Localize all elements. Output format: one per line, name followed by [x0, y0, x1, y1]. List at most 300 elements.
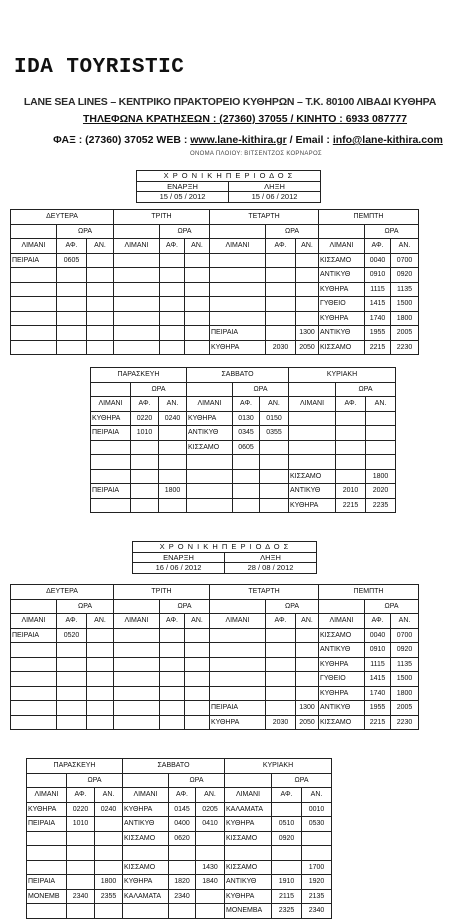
arrival-header: ΑΦ.	[365, 614, 391, 629]
port-cell	[187, 498, 233, 513]
arrival-header: ΑΦ.	[266, 239, 296, 254]
port-cell: ΑΝΤΙΚΥΘ	[319, 643, 365, 658]
port-cell	[187, 469, 233, 484]
port-cell	[11, 715, 57, 730]
phones-line	[30, 113, 460, 125]
port-cell: ΚΙΣΣΑΜΟ	[225, 831, 272, 846]
arrival-time	[266, 672, 296, 687]
arrival-time	[57, 643, 87, 658]
departure-time: 0920	[391, 643, 419, 658]
departure-time	[296, 643, 319, 658]
departure-time	[302, 846, 332, 861]
end-date: 15 / 06 / 2012	[229, 192, 321, 203]
port-cell	[289, 411, 336, 426]
port-cell: ΚΑΛΑΜΑΤΑ	[225, 802, 272, 817]
ora-header: ΩΡΑ	[233, 382, 289, 397]
arrival-time	[272, 860, 302, 875]
arrival-time: 1820	[169, 875, 196, 890]
departure-time	[185, 672, 210, 687]
ora-header: ΩΡΑ	[266, 599, 319, 614]
departure-time: 2340	[302, 904, 332, 919]
departure-time: 2020	[366, 484, 396, 499]
arrival-time	[169, 846, 196, 861]
departure-time: 0530	[302, 817, 332, 832]
port-header: ΛΙΜΑΝΙ	[114, 239, 160, 254]
port-cell	[210, 657, 266, 672]
arrival-header: ΑΦ.	[160, 239, 185, 254]
port-cell	[11, 643, 57, 658]
port-cell	[114, 715, 160, 730]
departure-time	[366, 426, 396, 441]
arrival-time	[57, 701, 87, 716]
port-cell	[114, 268, 160, 283]
ora-header: ΩΡΑ	[272, 773, 332, 788]
period-header-1	[136, 170, 321, 203]
arrival-time: 0220	[67, 802, 95, 817]
week-mon-thu-table-1	[10, 209, 419, 355]
departure-time: 1800	[391, 311, 419, 326]
arrival-time	[160, 715, 185, 730]
port-cell: ΚΥΘΗΡΑ	[319, 657, 365, 672]
arrival-time	[336, 426, 366, 441]
arrival-time: 2340	[169, 889, 196, 904]
departure-time: 1500	[391, 297, 419, 312]
schedule-row	[27, 817, 332, 832]
arrival-header: ΑΦ.	[169, 788, 196, 803]
contact-line	[36, 134, 460, 146]
start-label: ΕΝΑΡΞΗ	[137, 181, 229, 192]
port-cell: ΚΥΘΗΡΑ	[319, 311, 365, 326]
port-cell	[11, 701, 57, 716]
arrival-time	[160, 672, 185, 687]
departure-time	[159, 440, 187, 455]
port-cell	[225, 846, 272, 861]
port-header: ΛΙΜΑΝΙ	[187, 397, 233, 412]
arrival-time: 2115	[272, 889, 302, 904]
port-cell	[114, 340, 160, 355]
port-cell	[27, 860, 67, 875]
arrival-time	[57, 340, 87, 355]
schedule-row	[11, 686, 419, 701]
arrival-time	[266, 643, 296, 658]
port-cell	[91, 455, 131, 470]
port-cell: ΚΙΣΣΑΜΟ	[319, 340, 365, 355]
end-date: 28 / 08 / 2012	[225, 563, 317, 574]
arrival-time	[57, 657, 87, 672]
port-cell: ΠΕΙΡΑΙΑ	[27, 875, 67, 890]
schedule-row	[11, 268, 419, 283]
arrival-time	[272, 802, 302, 817]
arrival-time: 1955	[365, 326, 391, 341]
departure-time	[260, 469, 289, 484]
departure-time	[95, 817, 123, 832]
departure-time: 1800	[95, 875, 123, 890]
port-cell	[289, 426, 336, 441]
departure-time: 1300	[296, 701, 319, 716]
port-header: ΛΙΜΑΝΙ	[319, 614, 365, 629]
port-spacer	[123, 773, 169, 788]
port-cell	[91, 440, 131, 455]
arrival-time	[266, 628, 296, 643]
day-header: ΚΥΡΙΑΚΗ	[225, 759, 332, 774]
port-cell: ΚΙΣΣΑΜΟ	[319, 715, 365, 730]
departure-time: 2135	[302, 889, 332, 904]
schedule-row	[91, 455, 396, 470]
arrival-time	[57, 686, 87, 701]
schedule-row	[11, 715, 419, 730]
port-cell: ΚΙΣΣΑΜΟ	[319, 253, 365, 268]
ora-header: ΩΡΑ	[336, 382, 396, 397]
port-cell	[114, 297, 160, 312]
port-cell: ΚΥΘΗΡΑ	[123, 802, 169, 817]
ora-header: ΩΡΑ	[365, 224, 419, 239]
port-cell: ΚΥΘΗΡΑ	[91, 411, 131, 426]
departure-time	[95, 831, 123, 846]
departure-time: 2355	[95, 889, 123, 904]
arrival-time	[160, 268, 185, 283]
schedule-row	[11, 282, 419, 297]
departure-time	[87, 672, 114, 687]
arrival-time	[266, 657, 296, 672]
port-cell: ΚΥΘΗΡΑ	[187, 411, 233, 426]
arrival-time	[67, 875, 95, 890]
arrival-time	[160, 657, 185, 672]
port-cell	[210, 643, 266, 658]
schedule-row	[27, 831, 332, 846]
arrival-time	[336, 455, 366, 470]
period-header-2	[132, 541, 317, 574]
departure-time	[87, 643, 114, 658]
arrival-time: 0130	[233, 411, 260, 426]
departure-time: 0700	[391, 628, 419, 643]
port-cell: ΚΥΘΗΡΑ	[319, 282, 365, 297]
departure-time	[366, 411, 396, 426]
arrival-time: 2010	[336, 484, 366, 499]
day-header: ΠΕΜΠΤΗ	[319, 585, 419, 600]
departure-time: 1135	[391, 282, 419, 297]
schedule-row	[91, 440, 396, 455]
departure-time	[185, 297, 210, 312]
departure-time: 2230	[391, 340, 419, 355]
port-cell: ΑΝΤΙΚΥΘ	[187, 426, 233, 441]
port-cell	[210, 282, 266, 297]
period-title: Χ Ρ Ο Ν Ι Κ Η Π Ε Ρ Ι Ο Δ Ο Σ	[133, 542, 317, 553]
arrival-time: 1740	[365, 311, 391, 326]
schedule-row	[91, 426, 396, 441]
port-cell: ΚΥΘΗΡΑ	[210, 715, 266, 730]
port-cell	[289, 440, 336, 455]
arrival-time	[266, 311, 296, 326]
schedule-row	[11, 311, 419, 326]
departure-time	[185, 253, 210, 268]
fax-text: ΦΑΞ : (27360) 37052 WEB :	[53, 134, 191, 146]
arrival-time: 0510	[272, 817, 302, 832]
arrival-header: ΑΦ.	[336, 397, 366, 412]
departure-time	[87, 715, 114, 730]
departure-time: 0920	[391, 268, 419, 283]
arrival-time: 0605	[57, 253, 87, 268]
port-cell: ΑΝΤΙΚΥΘ	[319, 326, 365, 341]
port-header: ΛΙΜΑΝΙ	[210, 614, 266, 629]
port-spacer	[114, 224, 160, 239]
arrival-time	[266, 282, 296, 297]
departure-header: ΑΝ.	[196, 788, 225, 803]
arrival-header: ΑΦ.	[160, 614, 185, 629]
arrival-time	[336, 469, 366, 484]
departure-time	[260, 498, 289, 513]
port-cell	[114, 686, 160, 701]
arrival-time: 0220	[131, 411, 159, 426]
port-cell: ΚΙΣΣΑΜΟ	[123, 831, 169, 846]
departure-time: 0240	[95, 802, 123, 817]
day-header: ΣΑΒΒΑΤΟ	[187, 368, 289, 383]
arrival-time	[233, 484, 260, 499]
arrival-time: 2030	[266, 340, 296, 355]
departure-header: ΑΝ.	[296, 614, 319, 629]
day-header: ΤΡΙΤΗ	[114, 210, 210, 225]
ora-header: ΩΡΑ	[57, 224, 114, 239]
departure-time	[296, 311, 319, 326]
port-cell: ΠΕΙΡΑΙΑ	[91, 426, 131, 441]
port-cell	[210, 297, 266, 312]
departure-time	[87, 253, 114, 268]
departure-time	[185, 701, 210, 716]
arrival-header: ΑΦ.	[131, 397, 159, 412]
departure-header: ΑΝ.	[159, 397, 187, 412]
web-link[interactable]: www.lane-kithira.gr	[190, 134, 287, 146]
arrival-time	[160, 297, 185, 312]
departure-time	[185, 326, 210, 341]
period-title: Χ Ρ Ο Ν Ι Κ Η Π Ε Ρ Ι Ο Δ Ο Σ	[137, 171, 321, 182]
arrival-time: 0145	[169, 802, 196, 817]
week-fri-sun-table-2	[26, 758, 332, 919]
arrival-time	[67, 846, 95, 861]
departure-time: 2050	[296, 340, 319, 355]
departure-time: 0700	[391, 253, 419, 268]
arrival-header: ΑΦ.	[272, 788, 302, 803]
port-header: ΛΙΜΑΝΙ	[123, 788, 169, 803]
departure-time: 1135	[391, 657, 419, 672]
departure-header: ΑΝ.	[260, 397, 289, 412]
port-cell	[210, 268, 266, 283]
arrival-time	[57, 715, 87, 730]
departure-time	[159, 498, 187, 513]
departure-time	[296, 253, 319, 268]
departure-time	[302, 831, 332, 846]
start-date: 15 / 05 / 2012	[137, 192, 229, 203]
port-cell	[210, 311, 266, 326]
port-cell: ΚΙΣΣΑΜΟ	[289, 469, 336, 484]
schedule-row	[11, 701, 419, 716]
port-cell	[114, 282, 160, 297]
day-header: ΤΕΤΑΡΤΗ	[210, 585, 319, 600]
week-fri-sun-table-1	[90, 367, 396, 513]
port-spacer	[114, 599, 160, 614]
port-cell: ΚΥΘΗΡΑ	[225, 817, 272, 832]
port-header: ΛΙΜΑΝΙ	[11, 614, 57, 629]
arrival-time	[160, 643, 185, 658]
departure-time	[260, 484, 289, 499]
schedule-row	[11, 657, 419, 672]
schedule-row	[11, 253, 419, 268]
arrival-time	[160, 253, 185, 268]
arrival-time: 2325	[272, 904, 302, 919]
port-cell	[187, 484, 233, 499]
port-cell	[210, 672, 266, 687]
departure-time	[87, 657, 114, 672]
arrival-time: 2030	[266, 715, 296, 730]
departure-header: ΑΝ.	[185, 614, 210, 629]
port-spacer	[187, 382, 233, 397]
arrival-time: 1955	[365, 701, 391, 716]
departure-time	[196, 846, 225, 861]
ship-name-line: ΟΝΟΜΑ ΠΛΟΙΟΥ: ΒΙΤΣΕΝΤΖΟΣ ΚΟΡΝΑΡΟΣ	[190, 151, 322, 157]
departure-time	[185, 686, 210, 701]
day-header: ΣΑΒΒΑΤΟ	[123, 759, 225, 774]
port-cell	[91, 469, 131, 484]
port-spacer	[11, 599, 57, 614]
departure-time	[87, 297, 114, 312]
port-cell: ΑΝΤΙΚΥΘ	[289, 484, 336, 499]
departure-header: ΑΝ.	[87, 239, 114, 254]
arrival-time: 0040	[365, 253, 391, 268]
port-header: ΛΙΜΑΝΙ	[225, 788, 272, 803]
port-cell	[91, 498, 131, 513]
departure-time	[296, 628, 319, 643]
port-cell: ΑΝΤΙΚΥΘ	[319, 268, 365, 283]
arrival-time	[160, 701, 185, 716]
port-cell	[114, 657, 160, 672]
arrival-time: 0620	[169, 831, 196, 846]
departure-header: ΑΝ.	[185, 239, 210, 254]
port-cell: ΠΕΙΡΑΙΑ	[210, 326, 266, 341]
departure-time: 1800	[159, 484, 187, 499]
arrival-time	[160, 686, 185, 701]
end-label: ΛΗΞΗ	[229, 181, 321, 192]
port-header: ΛΙΜΑΝΙ	[289, 397, 336, 412]
port-cell: ΑΝΤΙΚΥΘ	[123, 817, 169, 832]
arrival-time	[131, 469, 159, 484]
schedule-row	[91, 411, 396, 426]
port-cell	[11, 311, 57, 326]
port-cell	[11, 657, 57, 672]
schedule-row	[11, 326, 419, 341]
port-cell: ΓΥΘΕΙΟ	[319, 672, 365, 687]
departure-time: 1800	[391, 686, 419, 701]
arrival-time	[67, 831, 95, 846]
arrival-time: 1740	[365, 686, 391, 701]
arrival-header: ΑΦ.	[57, 614, 87, 629]
arrival-time	[131, 484, 159, 499]
port-cell	[11, 340, 57, 355]
port-cell	[210, 253, 266, 268]
day-header: ΤΡΙΤΗ	[114, 585, 210, 600]
departure-time: 1430	[196, 860, 225, 875]
port-cell: ΚΥΘΗΡΑ	[319, 686, 365, 701]
port-cell: ΚΥΘΗΡΑ	[225, 889, 272, 904]
arrival-time: 1910	[272, 875, 302, 890]
start-label: ΕΝΑΡΞΗ	[133, 552, 225, 563]
port-cell	[11, 326, 57, 341]
departure-time	[87, 686, 114, 701]
departure-time	[87, 326, 114, 341]
departure-time	[296, 282, 319, 297]
company-title: IDA TOYRISTIC	[14, 56, 185, 79]
arrival-time	[57, 297, 87, 312]
departure-time	[159, 426, 187, 441]
departure-time	[185, 657, 210, 672]
port-header: ΛΙΜΑΝΙ	[27, 788, 67, 803]
departure-time: 2230	[391, 715, 419, 730]
departure-time	[196, 831, 225, 846]
port-header: ΛΙΜΑΝΙ	[114, 614, 160, 629]
arrival-header: ΑΦ.	[266, 614, 296, 629]
port-spacer	[210, 224, 266, 239]
end-label: ΛΗΞΗ	[225, 552, 317, 563]
departure-time	[185, 282, 210, 297]
port-spacer	[289, 382, 336, 397]
departure-time	[95, 860, 123, 875]
port-cell: ΚΙΣΣΑΜΟ	[187, 440, 233, 455]
port-header: ΛΙΜΑΝΙ	[91, 397, 131, 412]
departure-time	[185, 311, 210, 326]
ora-header: ΩΡΑ	[169, 773, 225, 788]
departure-time	[185, 715, 210, 730]
port-cell	[123, 846, 169, 861]
departure-time	[196, 889, 225, 904]
phones-text: ΤΗΛΕΦΩΝΑ ΚΡΑΤΗΣΕΩΝ : (27360) 37055 / ΚΙΝΗΤΟ : 6933 087777	[82, 113, 408, 125]
port-spacer	[11, 224, 57, 239]
day-header: ΠΑΡΑΣΚΕΥΗ	[27, 759, 123, 774]
port-cell: ΠΕΙΡΑΙΑ	[91, 484, 131, 499]
departure-header: ΑΝ.	[302, 788, 332, 803]
arrival-time: 1010	[131, 426, 159, 441]
arrival-time	[266, 326, 296, 341]
port-cell: ΚΙΣΣΑΜΟ	[319, 628, 365, 643]
arrival-time: 2340	[67, 889, 95, 904]
port-cell	[114, 253, 160, 268]
ora-header: ΩΡΑ	[57, 599, 114, 614]
departure-header: ΑΝ.	[391, 614, 419, 629]
arrival-header: ΑΦ.	[233, 397, 260, 412]
departure-time	[260, 455, 289, 470]
arrival-time	[336, 411, 366, 426]
schedule-row	[11, 340, 419, 355]
arrival-time	[336, 440, 366, 455]
arrival-time	[169, 860, 196, 875]
schedule-row	[11, 643, 419, 658]
departure-header: ΑΝ.	[95, 788, 123, 803]
port-cell	[11, 672, 57, 687]
arrival-time	[57, 672, 87, 687]
departure-time	[87, 340, 114, 355]
schedule-row	[11, 672, 419, 687]
arrival-time: 1010	[67, 817, 95, 832]
departure-time	[95, 846, 123, 861]
port-cell: ΠΕΙΡΑΙΑ	[11, 628, 57, 643]
arrival-time: 0910	[365, 643, 391, 658]
arrival-time: 0920	[272, 831, 302, 846]
arrival-time: 0520	[57, 628, 87, 643]
arrival-time	[160, 311, 185, 326]
ora-header: ΩΡΑ	[160, 599, 210, 614]
email-link[interactable]: info@lane-kithira.com	[332, 134, 443, 146]
port-cell: ΠΕΙΡΑΙΑ	[27, 817, 67, 832]
start-date: 16 / 06 / 2012	[133, 563, 225, 574]
departure-time: 1500	[391, 672, 419, 687]
day-header: ΠΕΜΠΤΗ	[319, 210, 419, 225]
arrival-time: 0345	[233, 426, 260, 441]
